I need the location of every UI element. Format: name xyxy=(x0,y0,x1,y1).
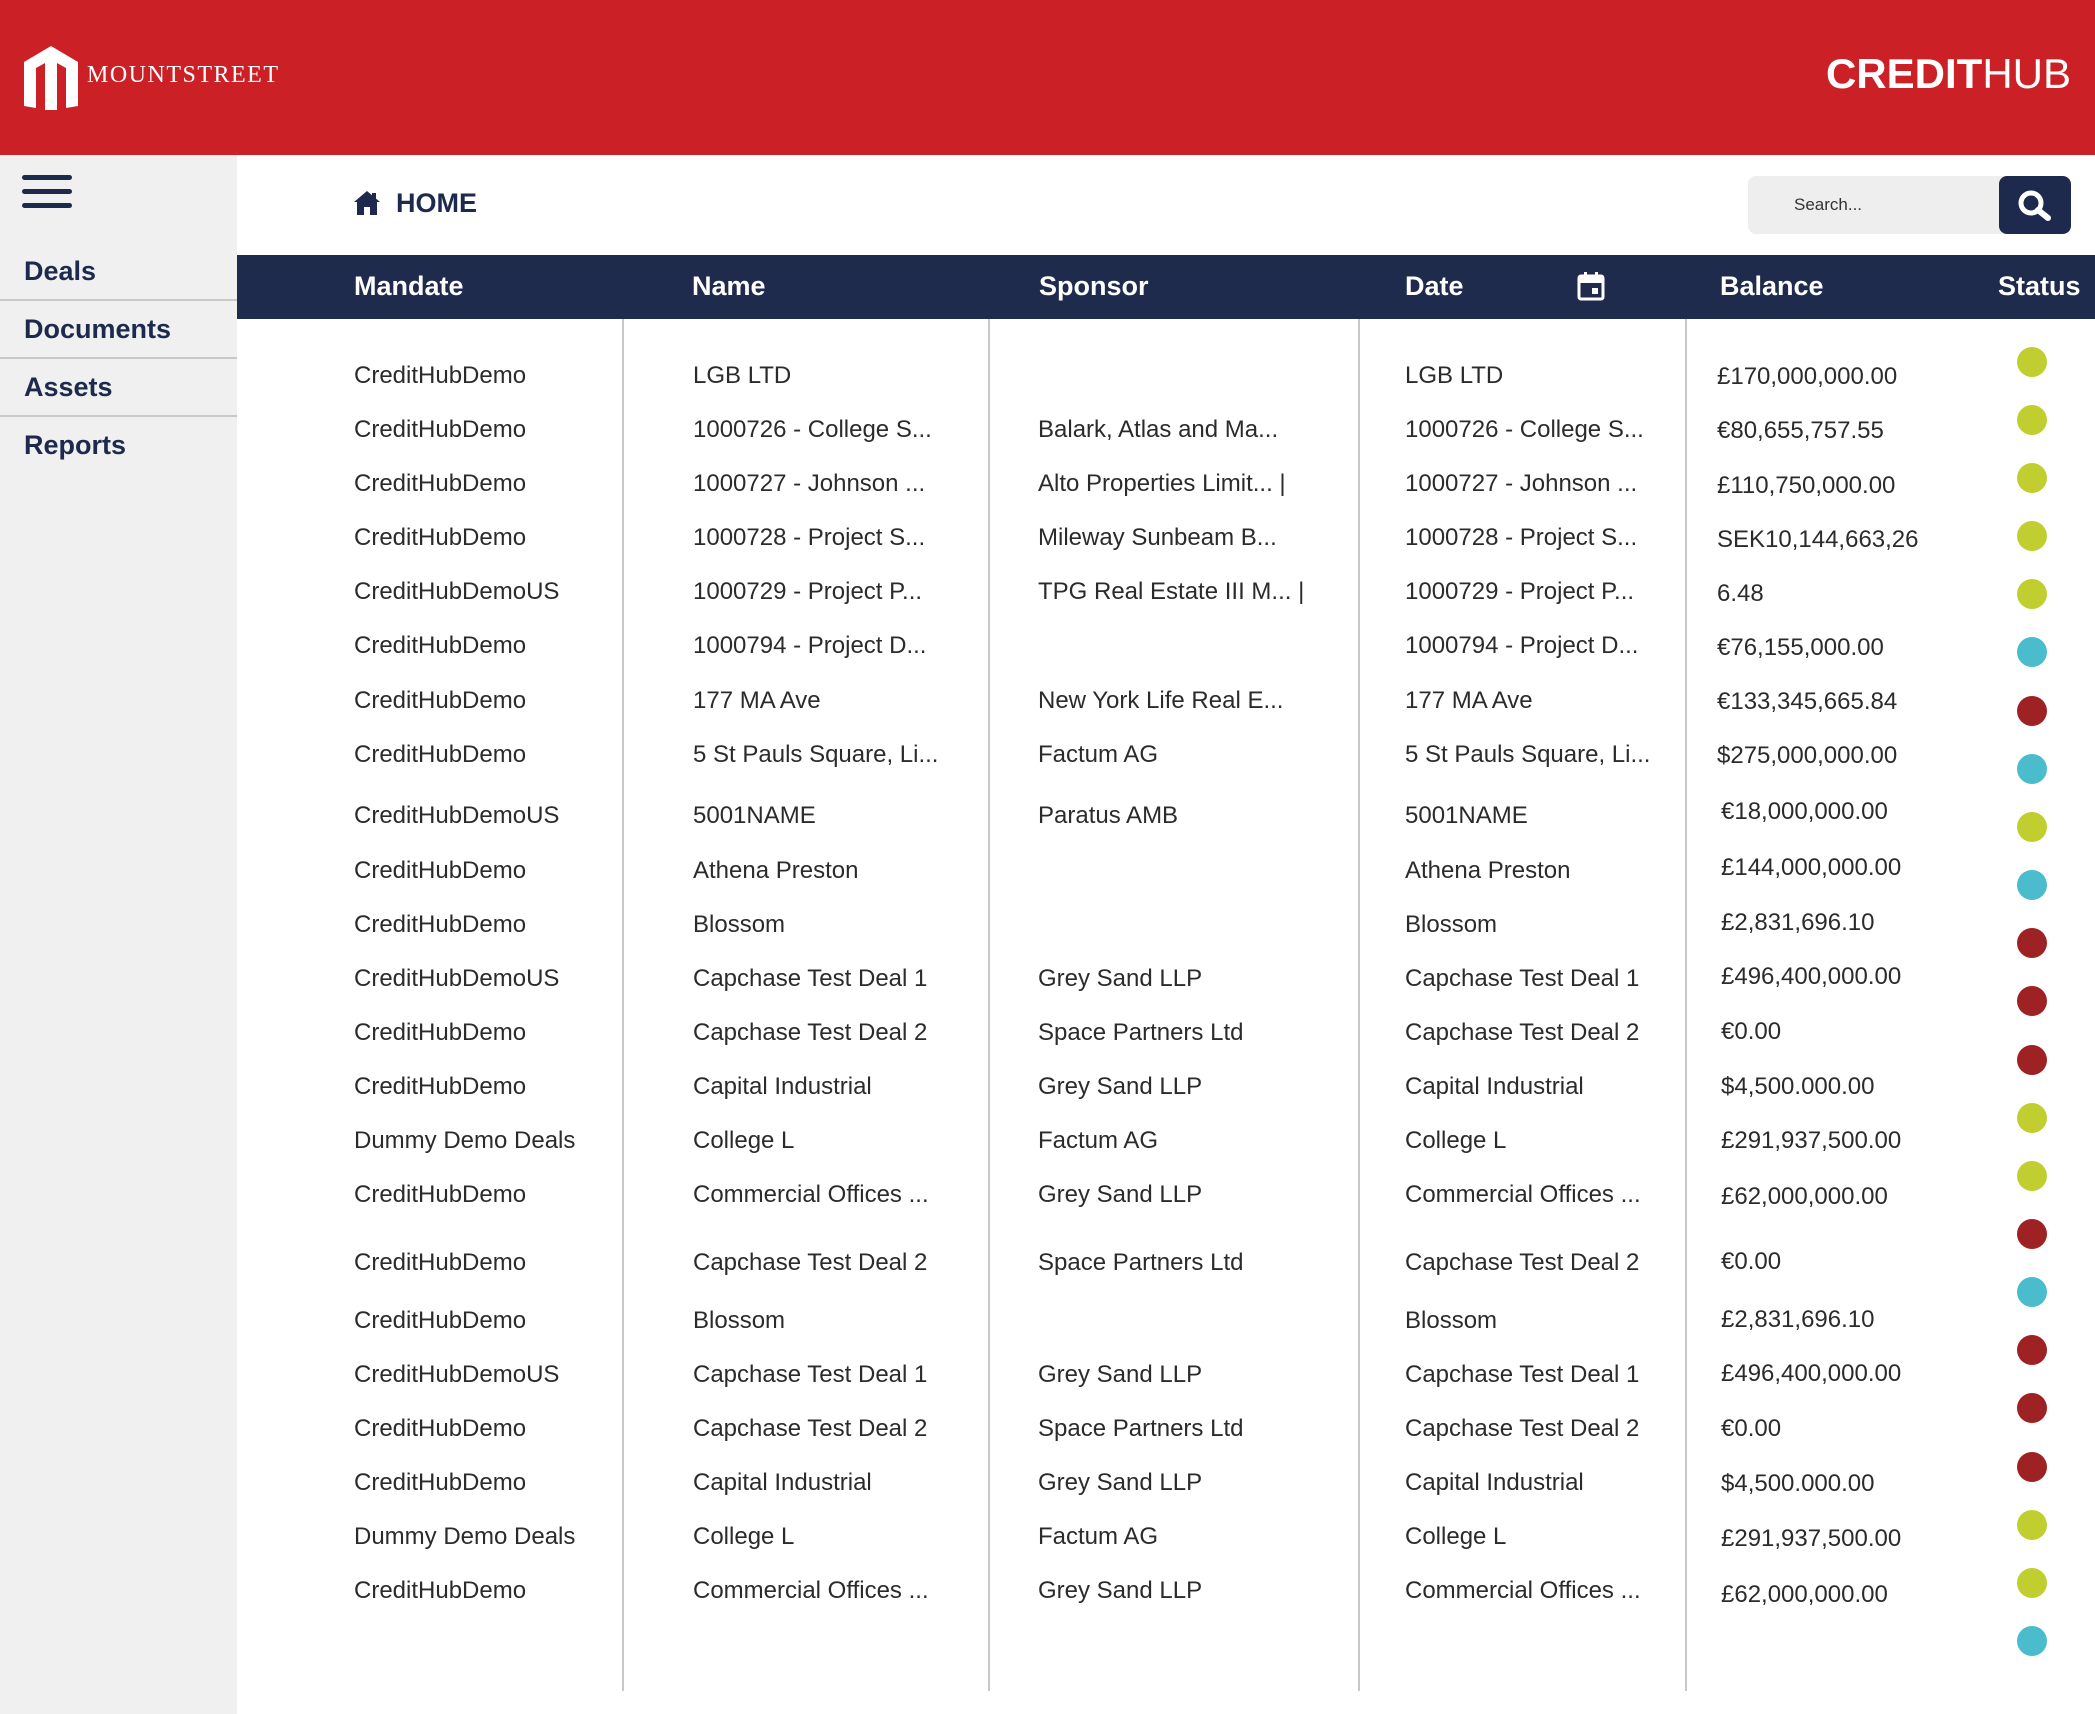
cell-mandate[interactable]: CreditHubDemo xyxy=(354,687,527,714)
status-indicator-red xyxy=(2017,1219,2047,1249)
column-header-mandate[interactable]: Mandate xyxy=(354,271,464,301)
cell-date[interactable]: 1000729 - Project P... xyxy=(1405,578,1635,605)
cell-date[interactable]: Commercial Offices ... xyxy=(1405,1577,1641,1604)
table-body xyxy=(0,319,2095,1694)
cell-sponsor[interactable]: Factum AG xyxy=(1038,1523,1159,1550)
cell-mandate[interactable]: CreditHubDemoUS xyxy=(354,1361,560,1388)
cell-name[interactable]: 5 St Pauls Square, Li... xyxy=(693,741,939,768)
top-header xyxy=(0,0,2095,155)
cell-balance[interactable]: £62,000,000.00 xyxy=(1721,1581,1888,1608)
cell-sponsor[interactable]: TPG Real Estate III M... | xyxy=(1038,578,1305,605)
cell-mandate[interactable]: CreditHubDemoUS xyxy=(354,578,560,605)
status-indicator-red xyxy=(2017,928,2047,958)
cell-mandate[interactable]: CreditHubDemoUS xyxy=(354,802,560,829)
cell-sponsor[interactable]: Grey Sand LLP xyxy=(1038,965,1203,992)
cell-balance[interactable]: £62,000,000.00 xyxy=(1721,1183,1888,1210)
cell-mandate[interactable]: Dummy Demo Deals xyxy=(354,1523,576,1550)
cell-name[interactable]: College L xyxy=(693,1127,795,1154)
cell-sponsor[interactable]: Balark, Atlas and Ma... xyxy=(1038,416,1279,443)
cell-sponsor[interactable]: Space Partners Ltd xyxy=(1038,1019,1244,1046)
cell-name[interactable]: Capchase Test Deal 2 xyxy=(693,1415,928,1442)
cell-mandate[interactable]: CreditHubDemo xyxy=(354,632,527,659)
cell-mandate[interactable]: CreditHubDemo xyxy=(354,911,527,938)
column-header-status[interactable]: Status xyxy=(1998,271,2081,301)
calendar-icon[interactable] xyxy=(1577,271,1605,301)
cell-mandate[interactable]: CreditHubDemo xyxy=(354,1073,527,1100)
status-indicator-green xyxy=(2017,1510,2047,1540)
status-indicator-red xyxy=(2017,696,2047,726)
cell-mandate[interactable]: CreditHubDemo xyxy=(354,857,527,884)
cell-name[interactable]: 5001NAME xyxy=(693,802,816,829)
column-header-name[interactable]: Name xyxy=(692,271,766,301)
status-indicator-green xyxy=(2017,463,2047,493)
brand-bold: CREDIT xyxy=(1825,50,1983,97)
status-indicator-green xyxy=(2017,812,2047,842)
sidebar-item-reports[interactable]: Reports xyxy=(24,430,127,460)
cell-balance[interactable]: €0.00 xyxy=(1721,1018,1782,1045)
status-indicator-green xyxy=(2017,405,2047,435)
cell-sponsor[interactable]: New York Life Real E... xyxy=(1038,687,1284,714)
status-indicator-blue xyxy=(2017,754,2047,784)
cell-name[interactable]: Blossom xyxy=(693,1307,786,1334)
cell-sponsor[interactable]: Alto Properties Limit... | xyxy=(1038,470,1286,497)
cell-name[interactable]: 177 MA Ave xyxy=(693,687,821,714)
sidebar-item-deals[interactable]: Deals xyxy=(0,243,237,301)
home-icon xyxy=(353,190,381,216)
status-indicator-green xyxy=(2017,1103,2047,1133)
cell-date[interactable]: Blossom xyxy=(1405,1307,1498,1334)
cell-sponsor[interactable]: Grey Sand LLP xyxy=(1038,1073,1203,1100)
status-indicator-red xyxy=(2017,986,2047,1016)
column-divider xyxy=(988,319,990,1691)
column-divider xyxy=(1685,319,1687,1691)
cell-name[interactable]: Capchase Test Deal 1 xyxy=(693,965,928,992)
cell-mandate[interactable]: CreditHubDemo xyxy=(354,741,527,768)
status-indicator-blue xyxy=(2017,1277,2047,1307)
cell-date[interactable]: College L xyxy=(1405,1523,1507,1550)
cell-date[interactable]: 1000728 - Project S... xyxy=(1405,524,1638,551)
search-input[interactable] xyxy=(1748,176,1998,234)
cell-balance[interactable]: $275,000,000.00 xyxy=(1717,742,1898,769)
sidebar-item-documents[interactable]: Documents xyxy=(0,301,237,359)
cell-name[interactable]: College L xyxy=(693,1523,795,1550)
cell-balance[interactable]: £170,000,000.00 xyxy=(1717,363,1898,390)
cell-balance[interactable]: $4,500.000.00 xyxy=(1721,1073,1875,1100)
cell-sponsor[interactable]: Grey Sand LLP xyxy=(1038,1181,1203,1208)
cell-name[interactable]: Commercial Offices ... xyxy=(693,1577,929,1604)
cell-balance[interactable]: €80,655,757.55 xyxy=(1717,417,1884,444)
table-header xyxy=(237,255,2095,319)
status-indicator-red xyxy=(2017,1335,2047,1365)
cell-balance[interactable]: €18,000,000.00 xyxy=(1721,798,1888,825)
status-indicator-blue xyxy=(2017,637,2047,667)
mountstreet-logo-icon[interactable] xyxy=(20,44,82,110)
search-box xyxy=(1748,176,2071,234)
column-header-date[interactable]: Date xyxy=(1405,271,1464,301)
cell-date[interactable]: 1000726 - College S... xyxy=(1405,416,1644,443)
cell-mandate[interactable]: CreditHubDemo xyxy=(354,1415,527,1442)
sidebar-item-assets[interactable]: Assets xyxy=(0,359,237,417)
cell-date[interactable]: Capchase Test Deal 1 xyxy=(1405,965,1640,992)
cell-balance[interactable]: £496,400,000.00 xyxy=(1721,963,1902,990)
cell-mandate[interactable]: CreditHubDemoUS xyxy=(354,965,560,992)
column-header-balance[interactable]: Balance xyxy=(1720,271,1824,301)
cell-mandate[interactable]: CreditHubDemo xyxy=(354,524,527,551)
cell-date[interactable]: Capchase Test Deal 2 xyxy=(1405,1019,1640,1046)
cell-balance[interactable]: 6.48 xyxy=(1717,580,1764,607)
cell-name[interactable]: Capital Industrial xyxy=(693,1073,872,1100)
status-indicator-blue xyxy=(2017,870,2047,900)
cell-name[interactable]: Capchase Test Deal 1 xyxy=(693,1361,928,1388)
cell-sponsor[interactable]: Grey Sand LLP xyxy=(1038,1361,1203,1388)
cell-name[interactable]: 1000794 - Project D... xyxy=(693,632,927,659)
cell-name[interactable]: Capchase Test Deal 2 xyxy=(693,1249,928,1276)
cell-date[interactable]: Capital Industrial xyxy=(1405,1469,1584,1496)
search-icon xyxy=(2017,189,2053,221)
cell-name[interactable]: Commercial Offices ... xyxy=(693,1181,929,1208)
cell-sponsor[interactable]: Factum AG xyxy=(1038,1127,1159,1154)
cell-date[interactable]: 177 MA Ave xyxy=(1405,687,1533,714)
cell-mandate[interactable]: CreditHubDemo xyxy=(354,1249,527,1276)
credithub-brand[interactable] xyxy=(1826,50,2071,98)
status-indicator-red xyxy=(2017,1045,2047,1075)
cell-balance[interactable]: $4,500.000.00 xyxy=(1721,1470,1875,1497)
cell-name[interactable]: Blossom xyxy=(693,911,786,938)
cell-name[interactable]: Athena Preston xyxy=(693,857,859,884)
cell-date[interactable]: Commercial Offices ... xyxy=(1405,1181,1641,1208)
status-indicator-red xyxy=(2017,1393,2047,1423)
cell-mandate[interactable]: CreditHubDemo xyxy=(354,362,527,389)
column-divider xyxy=(622,319,624,1691)
status-indicator-green xyxy=(2017,579,2047,609)
cell-balance[interactable]: £2,831,696.10 xyxy=(1721,909,1875,936)
cell-sponsor[interactable]: Space Partners Ltd xyxy=(1038,1415,1244,1442)
cell-balance[interactable]: €76,155,000.00 xyxy=(1717,634,1884,661)
cell-date[interactable]: 1000727 - Johnson ... xyxy=(1405,470,1638,497)
cell-sponsor[interactable]: Factum AG xyxy=(1038,741,1159,768)
cell-sponsor[interactable]: Space Partners Ltd xyxy=(1038,1249,1244,1276)
status-indicator-green xyxy=(2017,1161,2047,1191)
cell-date[interactable]: Blossom xyxy=(1405,911,1498,938)
brand-light: HUB xyxy=(1982,50,2071,97)
cell-mandate[interactable]: CreditHubDemo xyxy=(354,1307,527,1334)
cell-name[interactable]: 1000726 - College S... xyxy=(693,416,932,443)
cell-mandate[interactable]: CreditHubDemo xyxy=(354,1577,527,1604)
cell-mandate[interactable]: CreditHubDemo xyxy=(354,470,527,497)
column-header-sponsor[interactable]: Sponsor xyxy=(1039,271,1149,301)
search-button[interactable] xyxy=(1999,176,2071,234)
cell-balance[interactable]: £2,831,696.10 xyxy=(1721,1306,1875,1333)
cell-balance[interactable]: £110,750,000.00 xyxy=(1717,472,1896,499)
cell-date[interactable]: LGB LTD xyxy=(1405,362,1504,389)
cell-balance[interactable]: SEK10,144,663,26 xyxy=(1717,526,1919,553)
cell-date[interactable]: 5001NAME xyxy=(1405,802,1528,829)
cell-date[interactable]: Capchase Test Deal 2 xyxy=(1405,1249,1640,1276)
cell-balance[interactable]: £144,000,000.00 xyxy=(1721,854,1902,881)
status-indicator-green xyxy=(2017,1568,2047,1598)
column-divider xyxy=(1358,319,1360,1691)
cell-sponsor[interactable]: Mileway Sunbeam B... xyxy=(1038,524,1277,551)
cell-name[interactable]: Capital Industrial xyxy=(693,1469,872,1496)
cell-mandate[interactable]: CreditHubDemo xyxy=(354,1469,527,1496)
cell-balance[interactable]: £291,937,500.00 xyxy=(1721,1525,1902,1552)
cell-sponsor[interactable]: Grey Sand LLP xyxy=(1038,1577,1203,1604)
status-indicator-red xyxy=(2017,1452,2047,1482)
cell-name[interactable]: 1000727 - Johnson ... xyxy=(693,470,926,497)
cell-date[interactable]: 1000794 - Project D... xyxy=(1405,632,1639,659)
cell-balance[interactable]: €0.00 xyxy=(1721,1415,1782,1442)
cell-name[interactable]: Capchase Test Deal 2 xyxy=(693,1019,928,1046)
hamburger-menu-icon[interactable] xyxy=(22,175,74,209)
cell-name[interactable]: 1000728 - Project S... xyxy=(693,524,926,551)
logo-text[interactable]: MOUNTSTREET xyxy=(87,62,280,88)
cell-date[interactable]: Capital Industrial xyxy=(1405,1073,1584,1100)
status-indicator-green xyxy=(2017,521,2047,551)
cell-date[interactable]: College L xyxy=(1405,1127,1507,1154)
cell-date[interactable]: Capchase Test Deal 1 xyxy=(1405,1361,1640,1388)
cell-date[interactable]: Capchase Test Deal 2 xyxy=(1405,1415,1640,1442)
cell-date[interactable]: 5 St Pauls Square, Li... xyxy=(1405,741,1651,768)
status-indicator-green xyxy=(2017,347,2047,377)
cell-balance[interactable]: £291,937,500.00 xyxy=(1721,1127,1902,1154)
cell-name[interactable]: 1000729 - Project P... xyxy=(693,578,923,605)
cell-name[interactable]: LGB LTD xyxy=(693,362,792,389)
cell-mandate[interactable]: CreditHubDemo xyxy=(354,1019,527,1046)
status-indicator-blue xyxy=(2017,1626,2047,1656)
cell-mandate[interactable]: Dummy Demo Deals xyxy=(354,1127,576,1154)
cell-sponsor[interactable]: Grey Sand LLP xyxy=(1038,1469,1203,1496)
cell-sponsor[interactable]: Paratus AMB xyxy=(1038,802,1179,829)
cell-balance[interactable]: €133,345,665.84 xyxy=(1717,688,1898,715)
cell-mandate[interactable]: CreditHubDemo xyxy=(354,1181,527,1208)
cell-balance[interactable]: €0.00 xyxy=(1721,1248,1782,1275)
cell-mandate[interactable]: CreditHubDemo xyxy=(354,416,527,443)
page-title: HOME xyxy=(396,188,477,218)
cell-balance[interactable]: £496,400,000.00 xyxy=(1721,1360,1902,1387)
cell-date[interactable]: Athena Preston xyxy=(1405,857,1571,884)
